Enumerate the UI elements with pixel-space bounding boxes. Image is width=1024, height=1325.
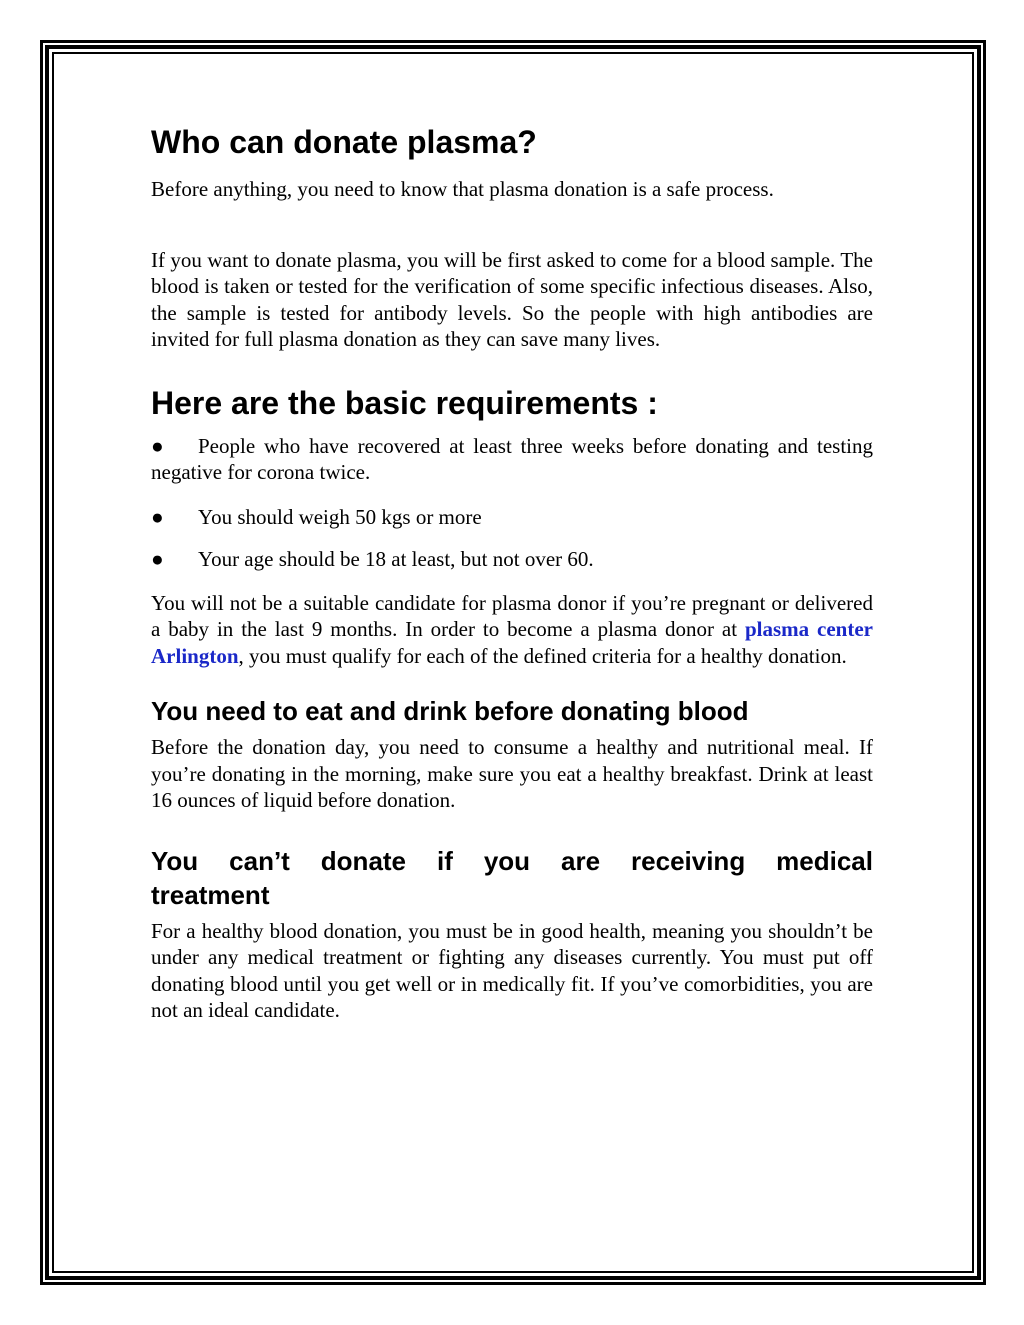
requirement-text: You should weigh 50 kgs or more (198, 504, 482, 529)
bullet-icon: ● (151, 547, 164, 571)
requirement-item-recovered (151, 433, 873, 486)
heading-basic-requirements: Here are the basic requirements : (151, 384, 658, 421)
requirement-item-weight (151, 504, 873, 531)
plasma-center-link[interactable]: plasma center Arlington (151, 617, 873, 668)
eat-drink-paragraph: Before the donation day, you need to consume a healthy and nutritional meal. If you’re donating in the morning, make sure you eat a healthy breakfast. Drink at least 16 ounces of liquid before donation. (151, 735, 873, 812)
blood-sample-paragraph: If you want to donate plasma, you will be first asked to come for a blood sample. The blood is taken or tested for the verification of some specific infectious diseases. Also, the sample is tested for antibody levels. So the people with high antibodies are invited for full plasma donation as they can save many lives. (151, 247, 873, 351)
requirement-text: People who have recovered at least three weeks before donating and testing negative for corona twice. (151, 433, 873, 484)
document-content (151, 122, 873, 1024)
heading-medical-treatment: You can’t donate if you are receiving medical treatment (151, 845, 873, 910)
heading-who-can-donate: Who can donate plasma? (151, 124, 537, 160)
medical-treatment-paragraph: For a healthy blood donation, you must be in good health, meaning you shouldn’t be under any medical treatment or fighting any diseases currently. You must put off donating blood until you get well or in medically fit. If you’ve comorbidities, you are not an ideal candidate. (151, 918, 873, 1022)
suitability-text-after-link: , you must qualify for each of the defined criteria for a healthy donation. (238, 643, 847, 668)
suitability-paragraph (151, 590, 873, 670)
requirement-item-age (151, 546, 873, 573)
suitability-text-before-link: You will not be a suitable candidate for plasma donor if you’re pregnant or delivered a baby in the last 9 months. In order to become a plasma donor at (151, 590, 873, 641)
requirement-text: Your age should be 18 at least, but not over 60. (198, 547, 594, 571)
bullet-icon: ● (151, 504, 164, 529)
heading-eat-and-drink: You need to eat and drink before donating blood (151, 696, 749, 726)
intro-paragraph: Before anything, you need to know that plasma donation is a safe process. (151, 177, 774, 201)
bullet-icon: ● (151, 433, 164, 458)
